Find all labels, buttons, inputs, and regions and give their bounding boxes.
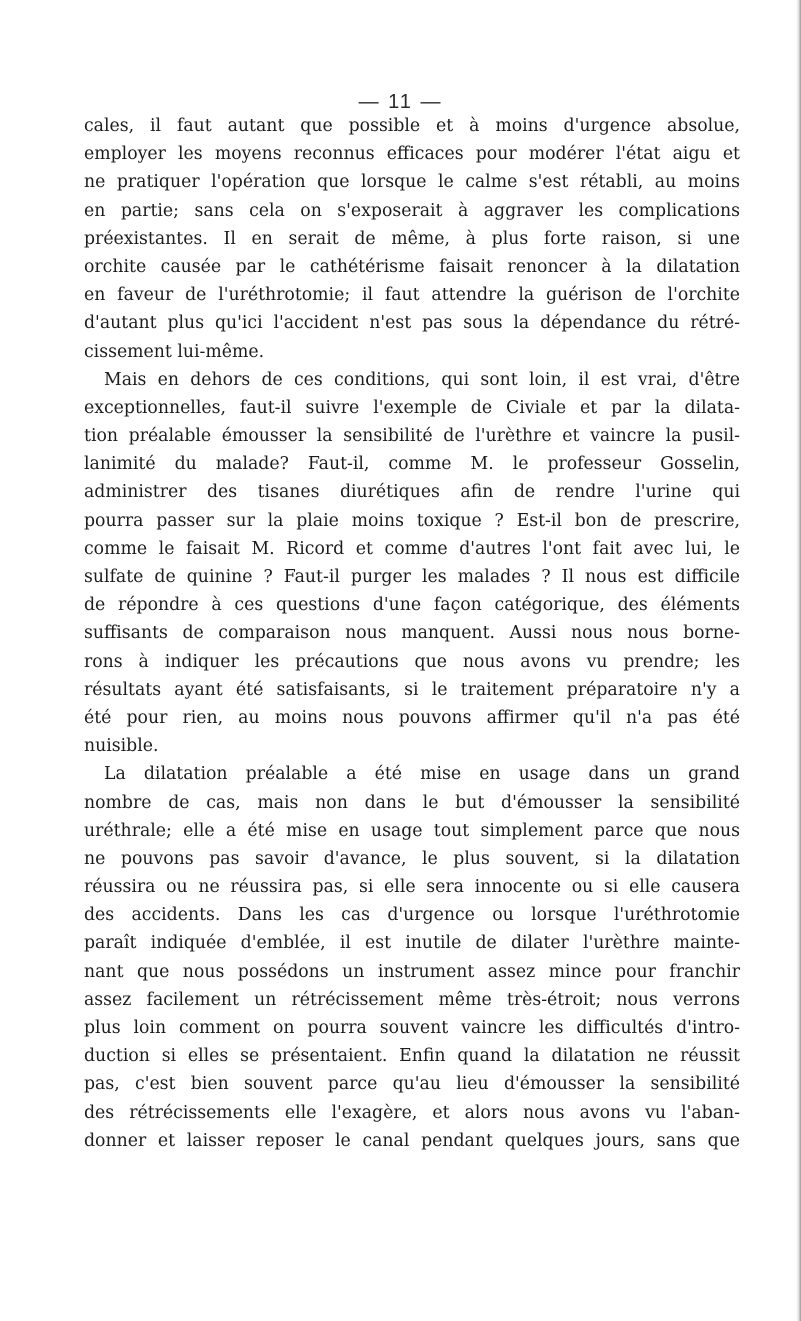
text-line: cissement lui-même.	[84, 341, 265, 362]
page-number: — 11 —	[358, 91, 443, 113]
text-line: suffisants de comparaison nous manquent. Aussi nous nous borne-	[84, 623, 740, 644]
text-line: comme le faisait M. Ricord et comme d'autres l'ont fait avec lui, le	[84, 538, 740, 559]
text-line: rons à indiquer les précautions que nous avons vu prendre; les	[84, 651, 740, 672]
text-line: résultats ayant été satisfaisants, si le traitement préparatoire n'y a	[84, 679, 740, 700]
text-line: La dilatation préalable a été mise en usage dans un grand	[104, 764, 740, 785]
text-line: en partie; sans cela on s'exposerait à aggraver les complications	[84, 200, 740, 221]
text-line: orchite causée par le cathétérisme faisait renoncer à la dilatation	[84, 256, 740, 277]
text-line: lanimité du malade? Faut-il, comme M. le professeur Gosselin,	[84, 454, 740, 475]
text-line: nuisible.	[84, 736, 159, 757]
text-line: cales, il faut autant que possible et à moins d'urgence absolue,	[84, 116, 740, 136]
text-line: duction si elles se présentaient. Enfin quand la dilatation ne réussit	[84, 1046, 740, 1067]
text-line: sulfate de quinine ? Faut-il purger les malades ? Il nous est difficile	[84, 567, 740, 587]
text-line: de répondre à ces questions d'une façon catégorique, des éléments	[84, 595, 740, 616]
text-line: employer les moyens reconnus efficaces pour modérer l'état aigu et	[84, 144, 740, 165]
text-line: pourra passer sur la plaie moins toxique ? Est-il bon de prescrire,	[84, 510, 740, 531]
text-line: ne pouvons pas savoir d'avance, le plus souvent, si la dilatation	[84, 848, 740, 869]
text-line: pas, c'est bien souvent parce qu'au lieu d'émousser la sensibilité	[84, 1074, 740, 1095]
text-line: des accidents. Dans les cas d'urgence ou lorsque l'uréthrotomie	[84, 905, 740, 926]
body-text	[84, 112, 740, 1155]
text-line: nombre de cas, mais non dans le but d'émousser la sensibilité	[84, 792, 740, 813]
text-line: Mais en dehors de ces conditions, qui sont loin, il est vrai, d'être	[104, 369, 740, 390]
page-edge-shadow	[796, 0, 801, 1321]
text-line: donner et laisser reposer le canal pendant quelques jours, sans que	[84, 1130, 740, 1151]
text-line: été pour rien, au moins nous pouvons affirmer qu'il n'a pas été	[84, 707, 740, 728]
text-line: des rétrécissements elle l'exagère, et alors nous avons vu l'aban-	[84, 1102, 740, 1123]
text-line: administrer des tisanes diurétiques afin de rendre l'urine qui	[84, 482, 740, 503]
text-line: réussira ou ne réussira pas, si elle sera innocente ou si elle causera	[84, 877, 740, 898]
text-line: assez facilement un rétrécissement même très-étroit; nous verrons	[84, 989, 740, 1010]
text-line: uréthrale; elle a été mise en usage tout simplement parce que nous	[84, 820, 740, 841]
text-line: nant que nous possédons un instrument assez mince pour franchir	[84, 961, 740, 982]
text-line: tion préalable émousser la sensibilité de l'urèthre et vaincre la pusil-	[84, 426, 740, 447]
text-line: d'autant plus qu'ici l'accident n'est pas sous la dépendance du rétré-	[84, 313, 740, 334]
text-line: préexistantes. Il en serait de même, à plus forte raison, si une	[84, 228, 740, 249]
text-line: en faveur de l'uréthrotomie; il faut attendre la guérison de l'orchite	[84, 285, 740, 306]
text-line: plus loin comment on pourra souvent vaincre les difficultés d'intro-	[84, 1018, 740, 1038]
text-line: exceptionnelles, faut-il suivre l'exemple de Civiale et par la dilata-	[84, 397, 740, 418]
text-line: ne pratiquer l'opération que lorsque le calme s'est rétabli, au moins	[84, 172, 740, 193]
text-line: paraît indiquée d'emblée, il est inutile de dilater l'urèthre mainte-	[84, 933, 740, 954]
